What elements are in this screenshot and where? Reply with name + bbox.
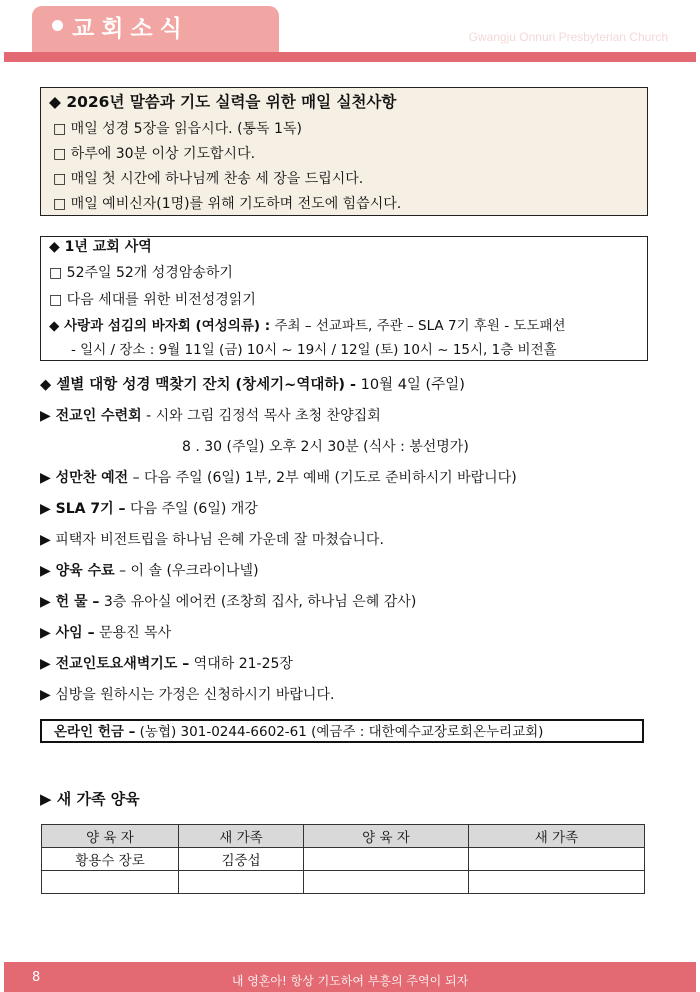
- news-item: ▶ 전교인토요새벽기도 – 역대하 21-25장: [40, 656, 293, 672]
- table-cell: 황용수 장로: [42, 848, 179, 871]
- yearly-ministry-title: ◆ 1년 교회 사역: [49, 239, 152, 255]
- table-cell: 김중섭: [179, 848, 304, 871]
- news-item: ▶ 성만찬 예전 – 다음 주일 (6일) 1부, 2부 예배 (기도로 준비하시기 바랍니다): [40, 470, 517, 486]
- checklist-item: □ 다음 세대를 위한 비전성경읽기: [49, 292, 256, 308]
- news-item: ▶ 양육 수료 – 이 솔 (우크라이나넬): [40, 563, 259, 579]
- checklist-item: □ 하루에 30분 이상 기도합시다.: [53, 146, 256, 162]
- news-item: ▶ 심방을 원하시는 가정은 신청하시기 바랍니다.: [40, 687, 335, 703]
- column-header: 양 육 자: [42, 825, 179, 848]
- table-cell: [42, 871, 179, 894]
- bazaar-label: ◆ 사랑과 섬김의 바자회 (여성의류) :: [49, 318, 271, 334]
- yearly-ministry-box: [40, 236, 648, 361]
- news-item: ▶ 사임 – 문용진 목사: [40, 625, 172, 641]
- news-item: ▶ 전교인 수련회 - 시와 그림 김정석 목사 초청 찬양집회: [40, 408, 381, 424]
- page-number: 8: [32, 970, 41, 985]
- table-cell: [469, 871, 645, 894]
- column-header: 새 가족: [179, 825, 304, 848]
- footer-motto: 내 영혼아! 항상 기도하여 부흥의 주역이 되자: [231, 974, 469, 988]
- daily-practice-title: ◆ 2026년 말씀과 기도 실력을 위한 매일 실천사항: [49, 93, 397, 111]
- table-cell: [469, 848, 645, 871]
- column-header: 새 가족: [469, 825, 645, 848]
- news-item: ▶ 피택자 비전트립을 하나님 은혜 가운데 잘 마쳤습니다.: [40, 532, 384, 548]
- checklist-item: □ 매일 성경 5장을 읽읍시다. (통독 1독): [53, 121, 302, 137]
- news-item: ◆ 셀별 대항 성경 맥찾기 잔치 (창세기~역대하) - 10월 4일 (주일): [40, 377, 465, 393]
- daily-practice-box: [40, 87, 648, 216]
- checklist-item: □ 매일 첫 시간에 하나님께 찬송 세 장을 드립시다.: [53, 171, 364, 187]
- bazaar-line: [49, 317, 566, 335]
- checklist-item: □ 매일 예비신자(1명)를 위해 기도하며 전도에 힘씁시다.: [53, 196, 402, 212]
- checklist-item: □ 52주일 52개 성경암송하기: [49, 265, 233, 281]
- table-cell: [304, 848, 469, 871]
- adoption-title: ▶ 새 가족 양육: [40, 790, 140, 808]
- adoption-table: [41, 824, 645, 894]
- online-offering-box: [40, 719, 644, 743]
- news-item: ▶ SLA 7기 – 다음 주일 (6일) 개강: [40, 501, 258, 517]
- online-offering: 온라인 헌금 – (농협) 301-0244-6602-61 (예금주 : 대한예수교장로회온누리교회): [54, 724, 544, 740]
- news-item: 8 . 30 (주일) 오후 2시 30분 (식사 : 봉선명가): [182, 439, 469, 455]
- page-title: 교회소식: [72, 16, 189, 42]
- church-name: Gwangju Onnuri Presbyterian Church: [468, 30, 668, 44]
- table-cell: [179, 871, 304, 894]
- header-bar: [4, 52, 696, 62]
- bazaar-detail: - 일시 / 장소 : 9월 11일 (금) 10시 ~ 19시 / 12일 (토) 10시 ~ 15시, 1층 비전홀: [71, 342, 557, 358]
- table-cell: [304, 871, 469, 894]
- news-item: ▶ 헌 물 – 3층 유아실 에어컨 (조창희 집사, 하나님 은혜 감사): [40, 594, 417, 610]
- bullet-dot-icon: [52, 20, 63, 31]
- bazaar-text: 주최 – 선교파트, 주관 – SLA 7기 후원 - 도도패션: [270, 318, 566, 334]
- column-header: 양 육 자: [304, 825, 469, 848]
- table-row: [42, 848, 645, 871]
- table-header-row: [42, 825, 645, 848]
- table-row: [42, 871, 645, 894]
